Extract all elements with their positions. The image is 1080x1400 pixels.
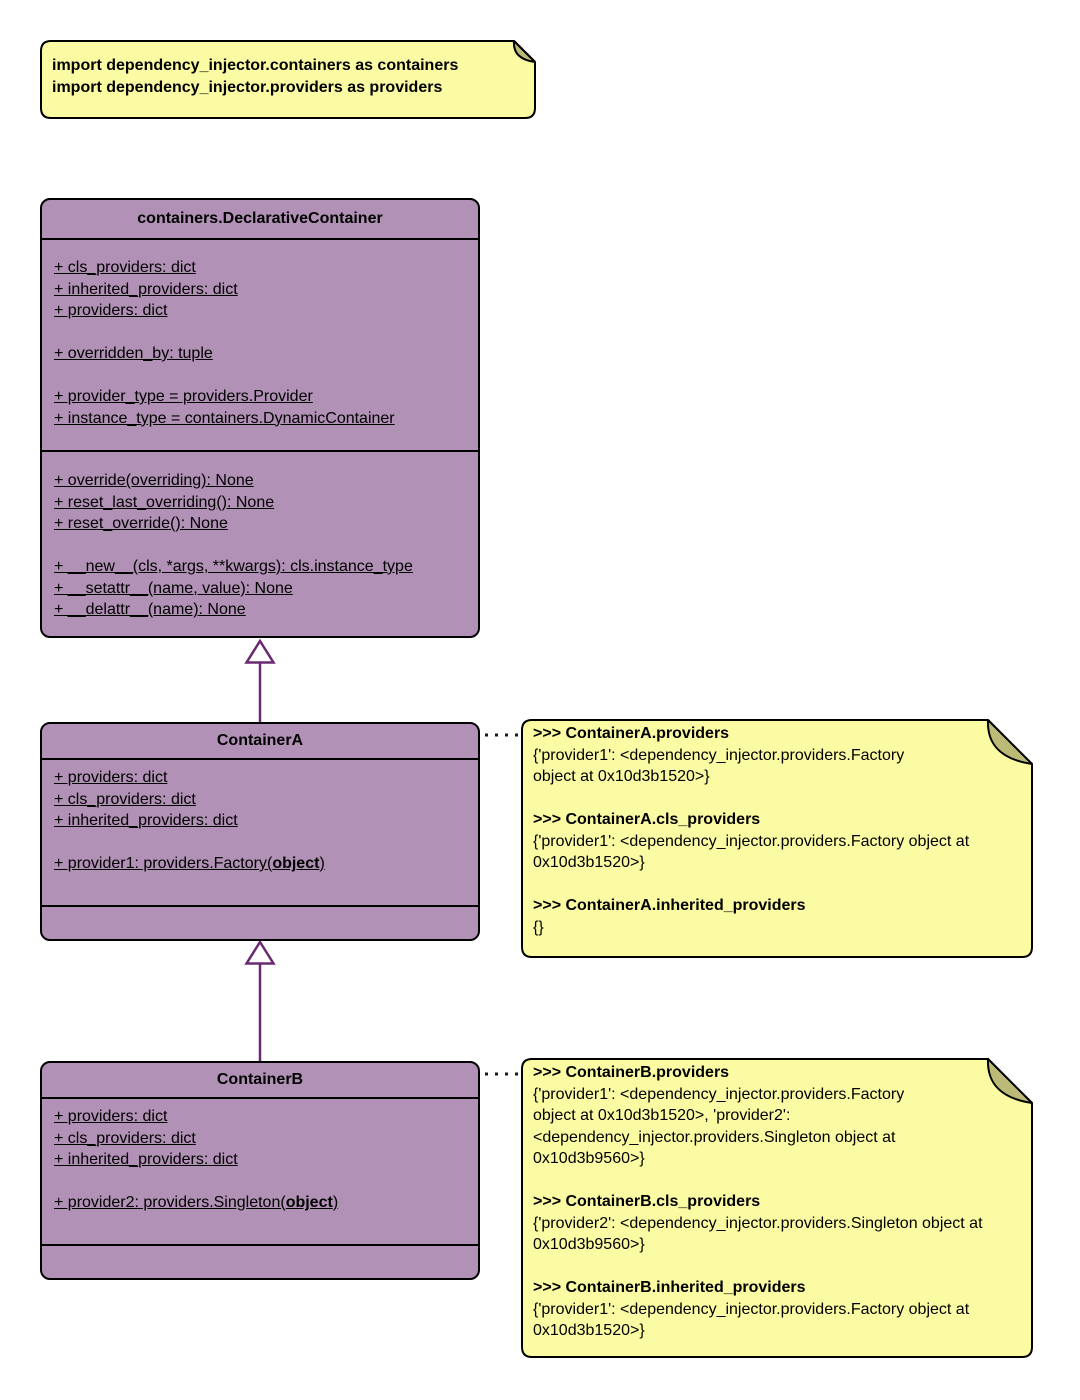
class-method: + __delattr__(name): None [54, 601, 246, 618]
member-spacer [42, 832, 478, 854]
class-attribute: + inherited_providers: dict [54, 812, 238, 829]
class-title: ContainerB [42, 1063, 478, 1099]
member-spacer [42, 535, 478, 557]
attribute-text: + provider2: providers.Singleton( [54, 1194, 286, 1211]
attribute-text: + provider1: providers.Factory( [54, 855, 273, 872]
class-attribute [42, 853, 478, 875]
class-method: + __new__(cls, *args, **kwargs): cls.instance_type [54, 558, 413, 575]
repl-output: object at 0x10d3b1520>, 'provider2': [533, 1107, 791, 1124]
import-note-text [40, 40, 536, 119]
methods-compartment [42, 1244, 478, 1280]
note-spacer [533, 788, 1021, 810]
repl-output-a [521, 719, 1033, 958]
repl-output: {'provider1': <dependency_injector.providers.Factory object at [533, 1300, 970, 1318]
note-spacer [533, 874, 1021, 896]
class-attribute: + cls_providers: dict [54, 790, 196, 808]
attribute-bold-text: object [272, 855, 320, 872]
import-line: import dependency_injector.containers as containers [52, 57, 459, 74]
class-attribute: + providers: dict [54, 769, 168, 786]
class-attribute [42, 1192, 478, 1214]
attributes-compartment [42, 1099, 478, 1244]
note-container-b [521, 1058, 1033, 1358]
inheritance-arrow-a-to-b [247, 942, 274, 1061]
class-attribute: + inherited_providers: dict [54, 280, 238, 298]
attributes-compartment [42, 240, 478, 450]
repl-command: >>> ContainerA.inherited_providers [533, 897, 806, 914]
attribute-bold-text: object [285, 1194, 333, 1211]
repl-output: {'provider2': <dependency_injector.providers.Singleton object at [533, 1214, 983, 1232]
note-spacer [533, 1256, 1021, 1278]
class-declarative-container [40, 198, 480, 638]
class-attribute: + providers: dict [54, 302, 168, 319]
import-note [40, 40, 536, 119]
attribute-text: ) [319, 855, 325, 872]
repl-command: >>> ContainerA.providers [533, 725, 730, 742]
repl-output: object at 0x10d3b1520>} [533, 768, 710, 785]
class-container-b [40, 1061, 480, 1280]
class-method: + __setattr__(name, value): None [54, 579, 293, 597]
repl-output: <dependency_injector.providers.Singleton object at [533, 1128, 896, 1146]
repl-output: {'provider1': <dependency_injector.providers.Factory object at [533, 832, 970, 850]
class-title: containers.DeclarativeContainer [42, 200, 478, 240]
member-spacer [42, 322, 478, 344]
repl-command: >>> ContainerA.cls_providers [533, 811, 761, 828]
repl-output: {'provider1': <dependency_injector.providers.Factory [533, 1085, 905, 1103]
member-spacer [42, 365, 478, 387]
member-spacer [42, 1171, 478, 1193]
repl-output: 0x10d3b1520>} [533, 1322, 645, 1339]
repl-output: {} [533, 918, 544, 936]
repl-command: >>> ContainerB.providers [533, 1064, 730, 1081]
class-method: + reset_override(): None [54, 515, 228, 532]
class-attribute: + provider_type = providers.Provider [54, 388, 313, 405]
class-attribute: + providers: dict [54, 1108, 168, 1125]
methods-compartment [42, 450, 478, 634]
import-line: import dependency_injector.providers as providers [52, 78, 443, 96]
class-method: + override(overriding): None [54, 472, 254, 489]
repl-command: >>> ContainerB.inherited_providers [533, 1279, 806, 1296]
attribute-text: ) [332, 1194, 339, 1211]
class-attribute: + inherited_providers: dict [54, 1151, 238, 1168]
repl-output: {'provider1': <dependency_injector.providers.Factory [533, 746, 905, 764]
repl-output: 0x10d3b9560>} [533, 1236, 645, 1253]
attributes-compartment [42, 760, 478, 905]
class-attribute: + cls_providers: dict [54, 259, 196, 276]
repl-output: 0x10d3b9560>} [533, 1150, 645, 1167]
repl-output-b [521, 1058, 1033, 1358]
class-method: + reset_last_overriding(): None [54, 493, 275, 511]
class-container-a [40, 722, 480, 941]
repl-output: 0x10d3b1520>} [533, 854, 645, 871]
class-attribute: + cls_providers: dict [54, 1129, 196, 1147]
class-title: ContainerA [42, 724, 478, 760]
class-attribute: + overridden_by: tuple [54, 345, 213, 362]
methods-compartment [42, 905, 478, 941]
inheritance-arrow-declarative-to-a [247, 641, 274, 722]
class-attribute: + instance_type = containers.DynamicContainer [54, 409, 395, 427]
note-spacer [533, 1170, 1021, 1192]
repl-command: >>> ContainerB.cls_providers [533, 1193, 761, 1210]
note-container-a [521, 719, 1033, 958]
